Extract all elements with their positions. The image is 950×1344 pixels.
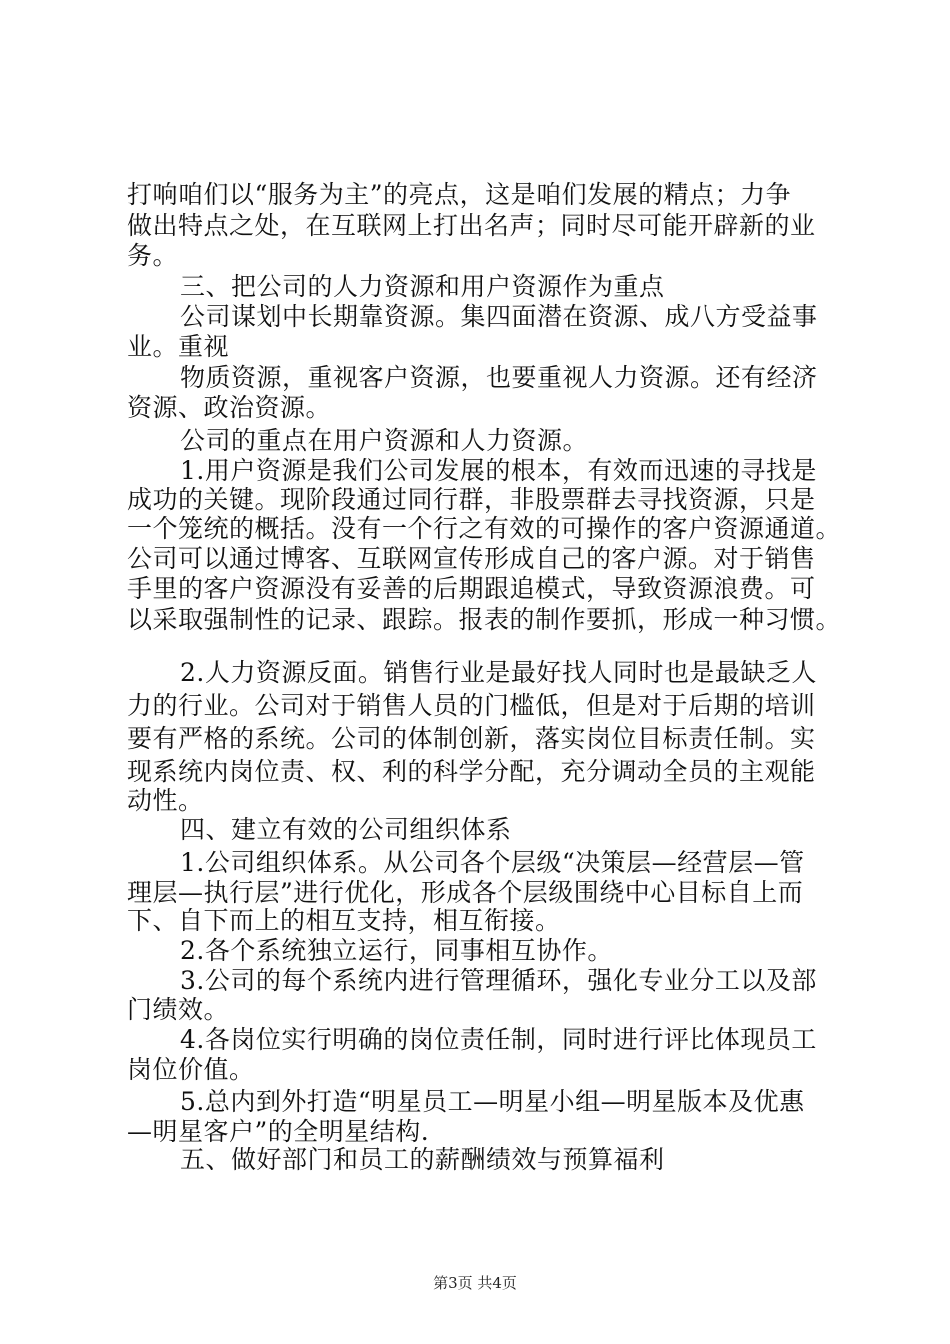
paragraph-line: 做出特点之处，在互联网上打出名声；同时尽可能开辟新的业 (127, 211, 816, 240)
paragraph-line: 1.公司组织体系。从公司各个层级“决策层—经营层—管 (180, 848, 805, 877)
paragraph-line: 手里的客户资源没有妥善的后期跟追模式，导致资源浪费。可 (127, 574, 816, 603)
paragraph-line: 现系统内岗位责、权、利的科学分配，充分调动全员的主观能 (127, 757, 816, 786)
paragraph-line: 物质资源，重视客户资源，也要重视人力资源。还有经济 (180, 363, 818, 392)
paragraph-line: 公司的重点在用户资源和人力资源。 (180, 426, 589, 455)
paragraph-line: 3.公司的每个系统内进行管理循环，强化专业分工以及部 (180, 966, 817, 995)
section-heading: 五、做好部门和员工的薪酬绩效与预算福利 (180, 1145, 665, 1174)
section-heading: 三、把公司的人力资源和用户资源作为重点 (180, 272, 665, 301)
paragraph-line: 动性。 (127, 786, 204, 815)
paragraph-line: 业。重视 (127, 332, 230, 361)
paragraph-line: 4.各岗位实行明确的岗位责任制，同时进行评比体现员工 (180, 1025, 817, 1054)
paragraph-line: 公司谋划中长期靠资源。集四面潜在资源、成八方受益事 (180, 302, 818, 331)
paragraph-line: 打响咱们以“服务为主”的亮点，这是咱们发展的精点；力争 (127, 180, 792, 209)
paragraph-line: 一个笼统的概括。没有一个行之有效的可操作的客户资源通道。 (127, 514, 842, 543)
paragraph-line: 下、自下而上的相互支持，相互衔接。 (127, 906, 561, 935)
paragraph-line: 务。 (127, 241, 179, 270)
paragraph-line: 力的行业。公司对于销售人员的门槛低，但是对于后期的培训 (127, 691, 816, 720)
paragraph-line: 理层—执行层”进行优化，形成各个层级围绕中心目标自上而 (127, 878, 804, 907)
section-heading: 四、建立有效的公司组织体系 (180, 815, 512, 844)
page-number-footer: 第3页 共4页 (433, 1274, 517, 1292)
paragraph-line: 要有严格的系统。公司的体制创新，落实岗位目标责任制。实 (127, 724, 816, 753)
paragraph-line: 2.各个系统独立运行，同事相互协作。 (180, 936, 613, 965)
paragraph-line: 2.人力资源反面。销售行业是最好找人同时也是最缺乏人 (180, 658, 817, 687)
paragraph-line: 成功的关键。现阶段通过同行群，非股票群去寻找资源，只是 (127, 485, 816, 514)
paragraph-line: 资源、政治资源。 (127, 393, 332, 422)
paragraph-line: 1.用户资源是我们公司发展的根本，有效而迅速的寻找是 (180, 456, 817, 485)
paragraph-line: 门绩效。 (127, 995, 230, 1024)
paragraph-line: 岗位价值。 (127, 1055, 255, 1084)
paragraph-line: 以采取强制性的记录、跟踪。报表的制作要抓，形成一种习惯。 (127, 605, 842, 634)
paragraph-line: 公司可以通过博客、互联网宣传形成自己的客户源。对于销售 (127, 544, 816, 573)
paragraph-line: 5.总内到外打造“明星员工—明星小组—明星版本及优惠 (180, 1087, 805, 1116)
paragraph-line: —明星客户”的全明星结构. (127, 1117, 430, 1146)
